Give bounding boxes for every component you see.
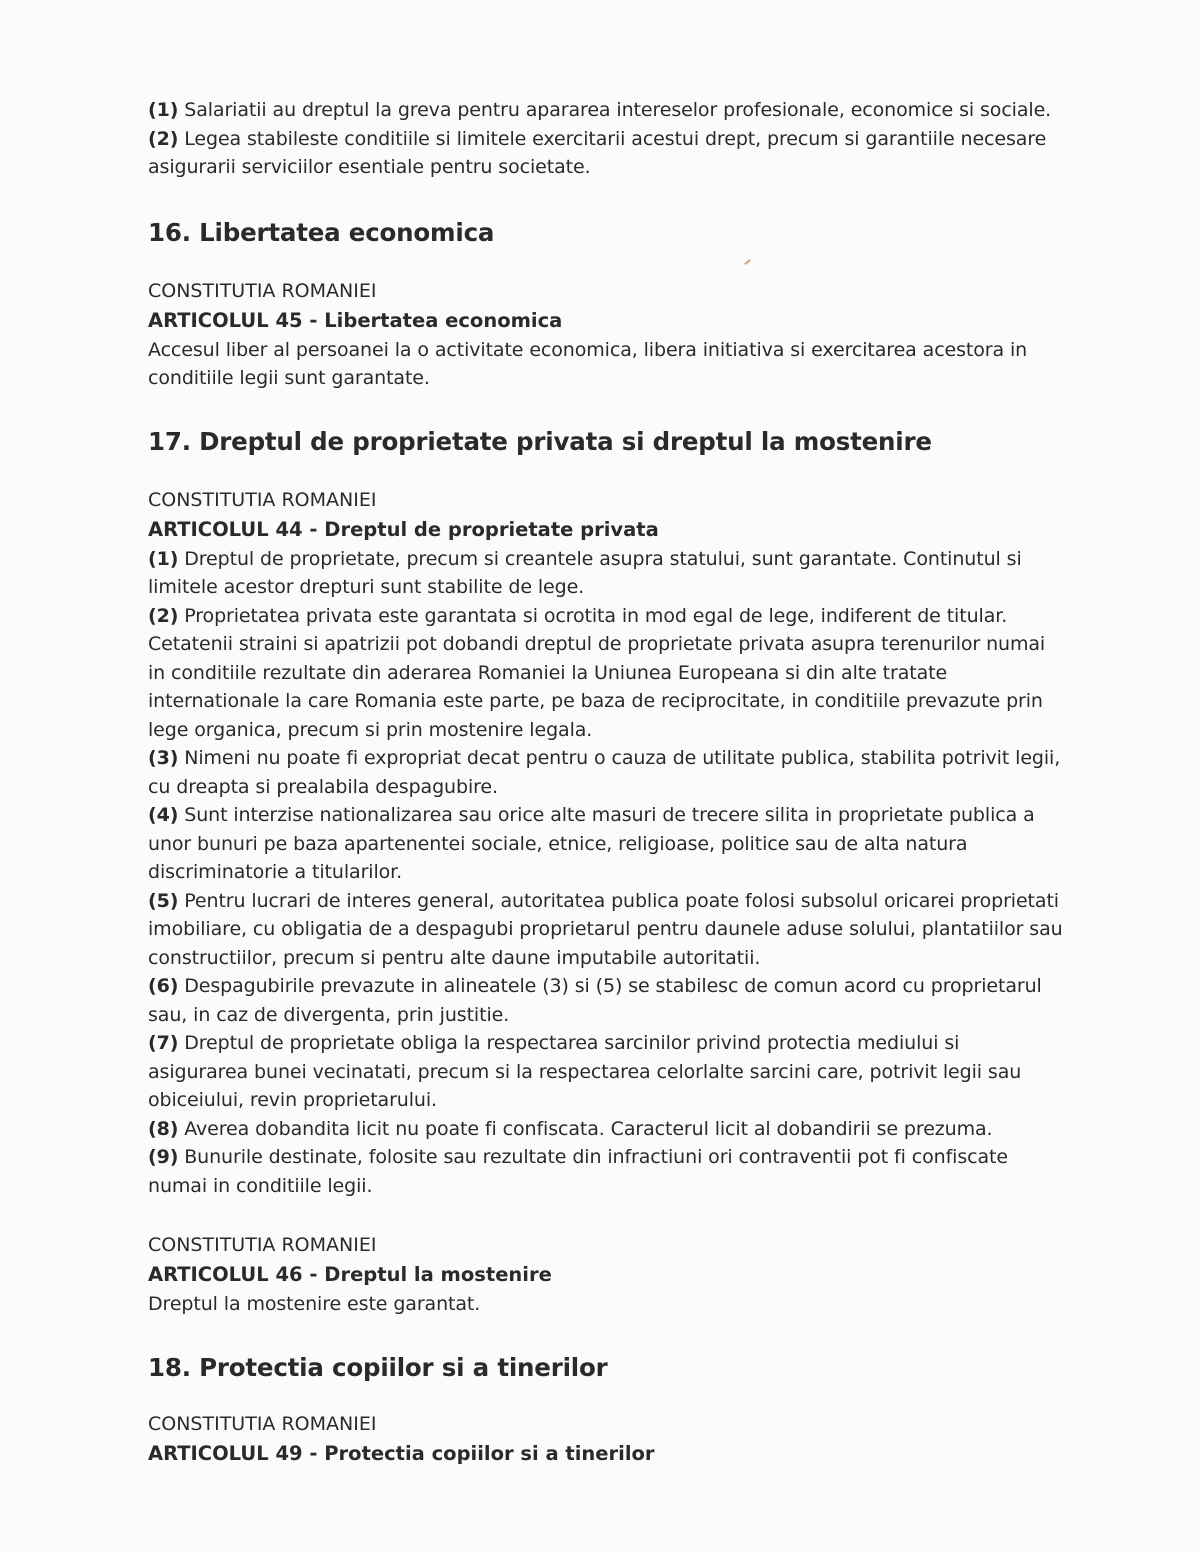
source-label: CONSTITUTIA ROMANIEI [148,488,377,511]
paragraph-number: (6) [148,975,179,997]
paragraph-text: Nimeni nu poate fi expropriat decat pentru o cauza de utilitate publica, stabilita potrivit legii, cu dreapta si prealabila despagubire. [148,747,1061,798]
paragraph-number: (2) [148,127,179,150]
paragraph [148,125,1063,182]
paragraph-text: Bunurile destinate, folosite sau rezultate din infractiuni ori contraventii pot fi confiscate numai in conditiile legii. [148,1146,1008,1197]
paragraph [148,545,1063,602]
paragraph-text: Salariatii au dreptul la greva pentru apararea intereselor profesionale, economice si sociale. [178,99,1052,121]
paragraph-number: (7) [148,1032,179,1054]
paragraph-number: (5) [148,889,179,912]
paragraph-text: Legea stabileste conditiile si limitele exercitarii acestui drept, precum si garantiile necesare asigurarii serviciilor esentiale pentru societate. [148,127,1047,178]
article-text: Accesul liber al persoanei la o activitate economica, libera initiativa si exercitarea acestora in conditiile legii sunt garantate. [148,338,1028,389]
paragraph-number: (3) [148,747,179,769]
document-page [148,96,1063,1469]
paragraph [148,1143,1063,1200]
paragraph [148,801,1063,887]
paragraph-number: (2) [148,604,179,627]
paragraph-text: Pentru lucrari de interes general, autoritatea publica poate folosi subsolul oricarei proprietati imobiliare, cu obligatia de a despagubi proprietarul pentru daunele aduse solului, plantatiilor sau constructiilor, precum si pentru alte daune imputabile autoritatii. [148,889,1063,969]
paragraph [148,1115,1063,1144]
paragraph [148,602,1063,745]
paragraph-text: Dreptul de proprietate obliga la respectarea sarcinilor privind protectia mediului si asigurarea bunei vecinatati, precum si la respectarea celorlalte sarcini care, potrivit legii sau obiceiului, revin proprietarului. [148,1032,1022,1111]
source-label: CONSTITUTIA ROMANIEI [148,1234,377,1256]
paragraph [148,972,1063,1029]
article-text: Dreptul la mostenire este garantat. [148,1293,481,1315]
paragraph-number: (1) [148,547,179,570]
paragraph-text: Dreptul de proprietate, precum si creantele asupra statului, sunt garantate. Continutul si limitele acestor drepturi sunt stabilite de lege. [148,547,1022,598]
paragraph [148,887,1063,973]
source-label: CONSTITUTIA ROMANIEI [148,279,377,302]
paragraph-text: Despagubirile prevazute in alineatele (3) si (5) se stabilesc de comun acord cu proprietarul sau, in caz de divergenta, prin justitie. [148,975,1042,1026]
article-title: ARTICOLUL 45 - Libertatea economica [148,308,563,332]
article-title: ARTICOLUL 49 - Protectia copiilor si a tinerilor [148,1441,655,1465]
paragraph [148,744,1063,801]
paragraph [148,1029,1063,1115]
article-title: ARTICOLUL 44 - Dreptul de proprietate privata [148,517,659,541]
section-heading: 18. Protectia copiilor si a tinerilor [148,1352,608,1382]
source-label: CONSTITUTIA ROMANIEI [148,1412,377,1435]
section-heading: 17. Dreptul de proprietate privata si dreptul la mostenire [148,426,932,456]
paragraph-number: (1) [148,99,179,121]
article-title: ARTICOLUL 46 - Dreptul la mostenire [148,1263,552,1286]
paragraph [148,96,1063,125]
paragraph-number: (9) [148,1146,179,1168]
paragraph-text: Proprietatea privata este garantata si ocrotita in mod egal de lege, indiferent de titular. Cetatenii straini si apatrizii pot dobandi dreptul de proprietate privata asupra terenurilor numai in conditiile rezultate din aderarea Romaniei la Uniunea Europeana si din alte tratate internationale la care Romania este parte, pe baza de reciprocitate, in conditiile prevazute prin lege organica, precum si prin mostenire legala. [148,604,1046,741]
paragraph-text: Sunt interzise nationalizarea sau orice alte masuri de trecere silita in proprietate publica a unor bunuri pe baza apartenentei sociale, etnice, religioase, politice sau de alta natura discriminatorie a titularilor. [148,804,1035,883]
paragraph-text: Averea dobandita licit nu poate fi confiscata. Caracterul licit al dobandirii se prezuma. [178,1117,993,1140]
section-heading: 16. Libertatea economica [148,217,495,247]
paragraph-number: (4) [148,804,179,826]
paragraph-number: (8) [148,1117,179,1140]
